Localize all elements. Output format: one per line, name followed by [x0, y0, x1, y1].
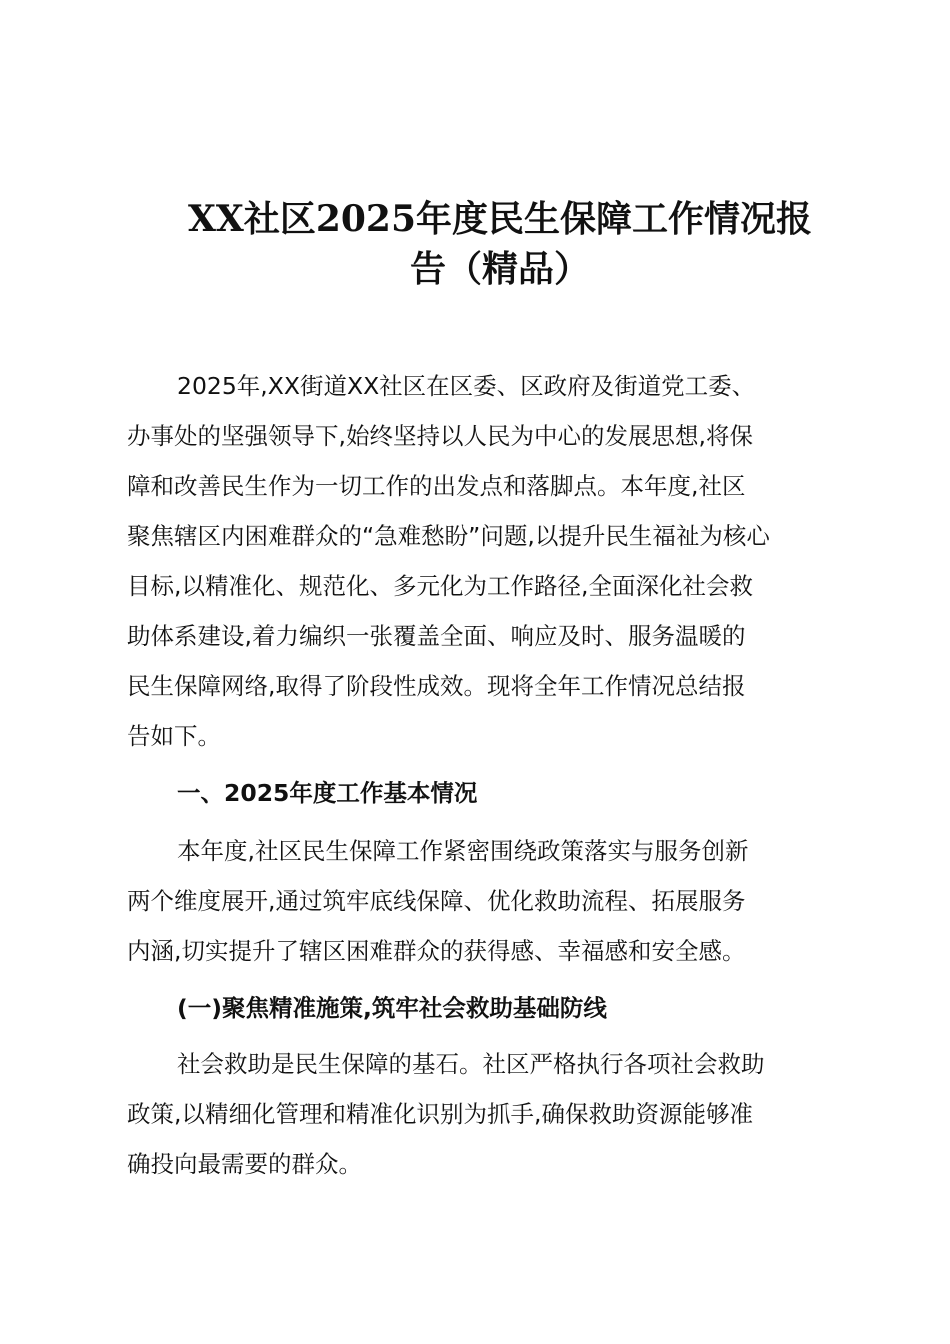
title-line-2: 告（精品） [409, 248, 590, 290]
intro-line: 障和改善民生作为一切工作的出发点和落脚点。本年度,社区 [127, 472, 746, 500]
subsection-1-line: 确投向最需要的群众。 [127, 1150, 362, 1178]
intro-line: 聚焦辖区内困难群众的“急难愁盼”问题,以提升民生福祉为核心 [127, 522, 770, 550]
title-line-1: XX社区2025年度民生保障工作情况报 [187, 198, 813, 240]
section-1-line: 两个维度展开,通过筑牢底线保障、优化救助流程、拓展服务 [127, 887, 746, 915]
section-1-line: 本年度,社区民生保障工作紧密围绕政策落实与服务创新 [177, 837, 749, 865]
subsection-1-heading: (一)聚焦精准施策,筑牢社会救助基础防线 [177, 994, 607, 1022]
document-title [150, 194, 850, 294]
intro-line: 2025年,XX街道XX社区在区委、区政府及街道党工委、 [177, 372, 756, 400]
section-1-line: 内涵,切实提升了辖区困难群众的获得感、幸福感和安全感。 [127, 937, 746, 965]
section-1-heading: 一、2025年度工作基本情况 [177, 779, 478, 807]
intro-line: 办事处的坚强领导下,始终坚持以人民为中心的发展思想,将保 [127, 422, 753, 450]
intro-line: 告如下。 [127, 722, 221, 750]
intro-line: 民生保障网络,取得了阶段性成效。现将全年工作情况总结报 [127, 672, 746, 700]
subsection-1-line: 政策,以精细化管理和精准化识别为抓手,确保救助资源能够准 [127, 1100, 753, 1128]
intro-line: 目标,以精准化、规范化、多元化为工作路径,全面深化社会救 [127, 572, 753, 600]
intro-line: 助体系建设,着力编织一张覆盖全面、响应及时、服务温暖的 [127, 622, 746, 650]
intro-paragraph [127, 361, 827, 761]
section-1-paragraph [127, 826, 827, 976]
subsection-1-paragraph [127, 1039, 827, 1189]
subsection-1-line: 社会救助是民生保障的基石。社区严格执行各项社会救助 [177, 1050, 765, 1078]
